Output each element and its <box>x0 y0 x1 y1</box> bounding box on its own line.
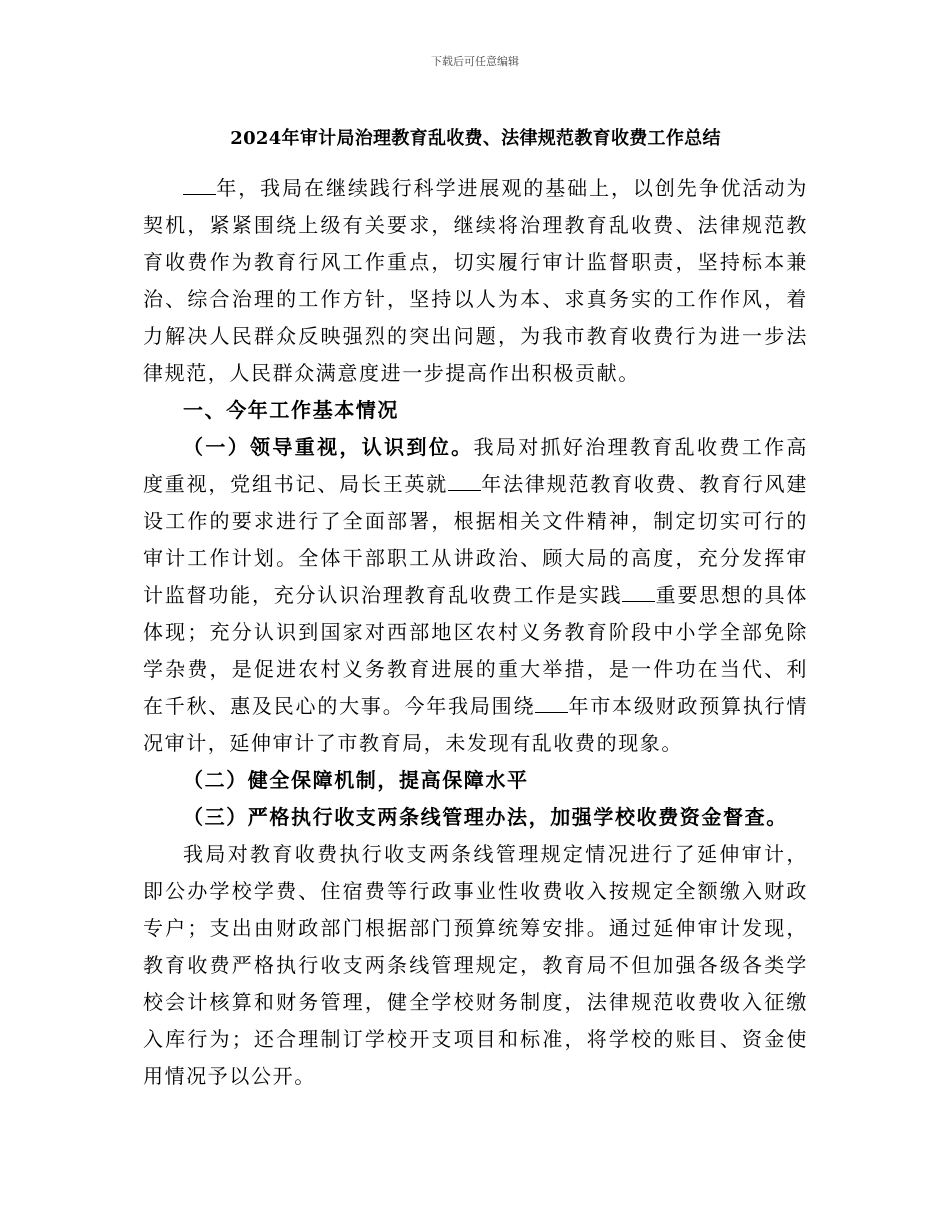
paragraph-leadership <box>143 429 808 762</box>
paragraph-text-a: 我局对抓好治理教育乱收费工作高度重视，党组书记、局长王英就 <box>143 435 808 496</box>
blank-line <box>448 470 481 491</box>
document-body <box>143 170 808 1095</box>
header-note: 下载后可任意编辑 <box>431 55 519 68</box>
blank-line <box>183 174 216 195</box>
section-heading-3: （三）严格执行收支两条线管理办法，加强学校收费资金督查。 <box>183 805 788 829</box>
section-heading-1: 一、今年工作基本情况 <box>183 398 399 422</box>
blank-line <box>622 581 655 602</box>
paragraph-text-c: 重要思想的具体体现；充分认识到国家对西部地区农村义务教育阶段中小学全部免除学杂费，是促进农村义务教育进展的重大举措，是一件功在当代、利在千秋、惠及民心的大事。今年我局围绕 <box>143 583 809 718</box>
paragraph-lead: （一）领导重视，认识到位。 <box>183 435 474 459</box>
document-title: 2024年审计局治理教育乱收费、法律规范教育收费工作总结 <box>230 128 721 149</box>
blank-line <box>535 692 568 713</box>
intro-paragraph <box>143 170 808 392</box>
paragraph-text-d: 年市本级财政预算执行情况审计，延伸审计了市教育局，未发现有乱收费的现象。 <box>143 694 808 755</box>
paragraph-text-b: 年法律规范教育收费、教育行风建设工作的要求进行了全面部署，根据相关文件精神，制定切实可行的审计工作计划。全体干部职工从讲政治、顾大局的高度，充分发挥审计监督功能，充分认识治理教育乱收费工作是实践 <box>143 472 809 607</box>
section-heading-2: （二）健全保障机制，提高保障水平 <box>183 768 529 792</box>
paragraph-audit: 我局对教育收费执行收支两条线管理规定情况进行了延伸审计，即公办学校学费、住宿费等行政事业性收费收入按规定全额缴入财政专户；支出由财政部门根据部门预算统筹安排。通过延伸审计发现，教育收费严格执行收支两条线管理规定，教育局不但加强各级各类学校会计核算和财务管理，健全学校财务制度，法律规范收费收入征缴入库行为；还合理制订学校开支项目和标准，将学校的账目、资金使用情况予以公开。 <box>143 842 808 1088</box>
intro-text: 年，我局在继续践行科学进展观的基础上，以创先争优活动为契机，紧紧围绕上级有关要求，继续将治理教育乱收费、法律规范教育收费作为教育行风工作重点，切实履行审计监督职责，坚持标本兼治、综合治理的工作方针，坚持以人为本、求真务实的工作作风，着力解决人民群众反映强烈的突出问题，为我市教育收费行为进一步法律规范，人民群众满意度进一步提高作出积极贡献。 <box>143 176 808 385</box>
